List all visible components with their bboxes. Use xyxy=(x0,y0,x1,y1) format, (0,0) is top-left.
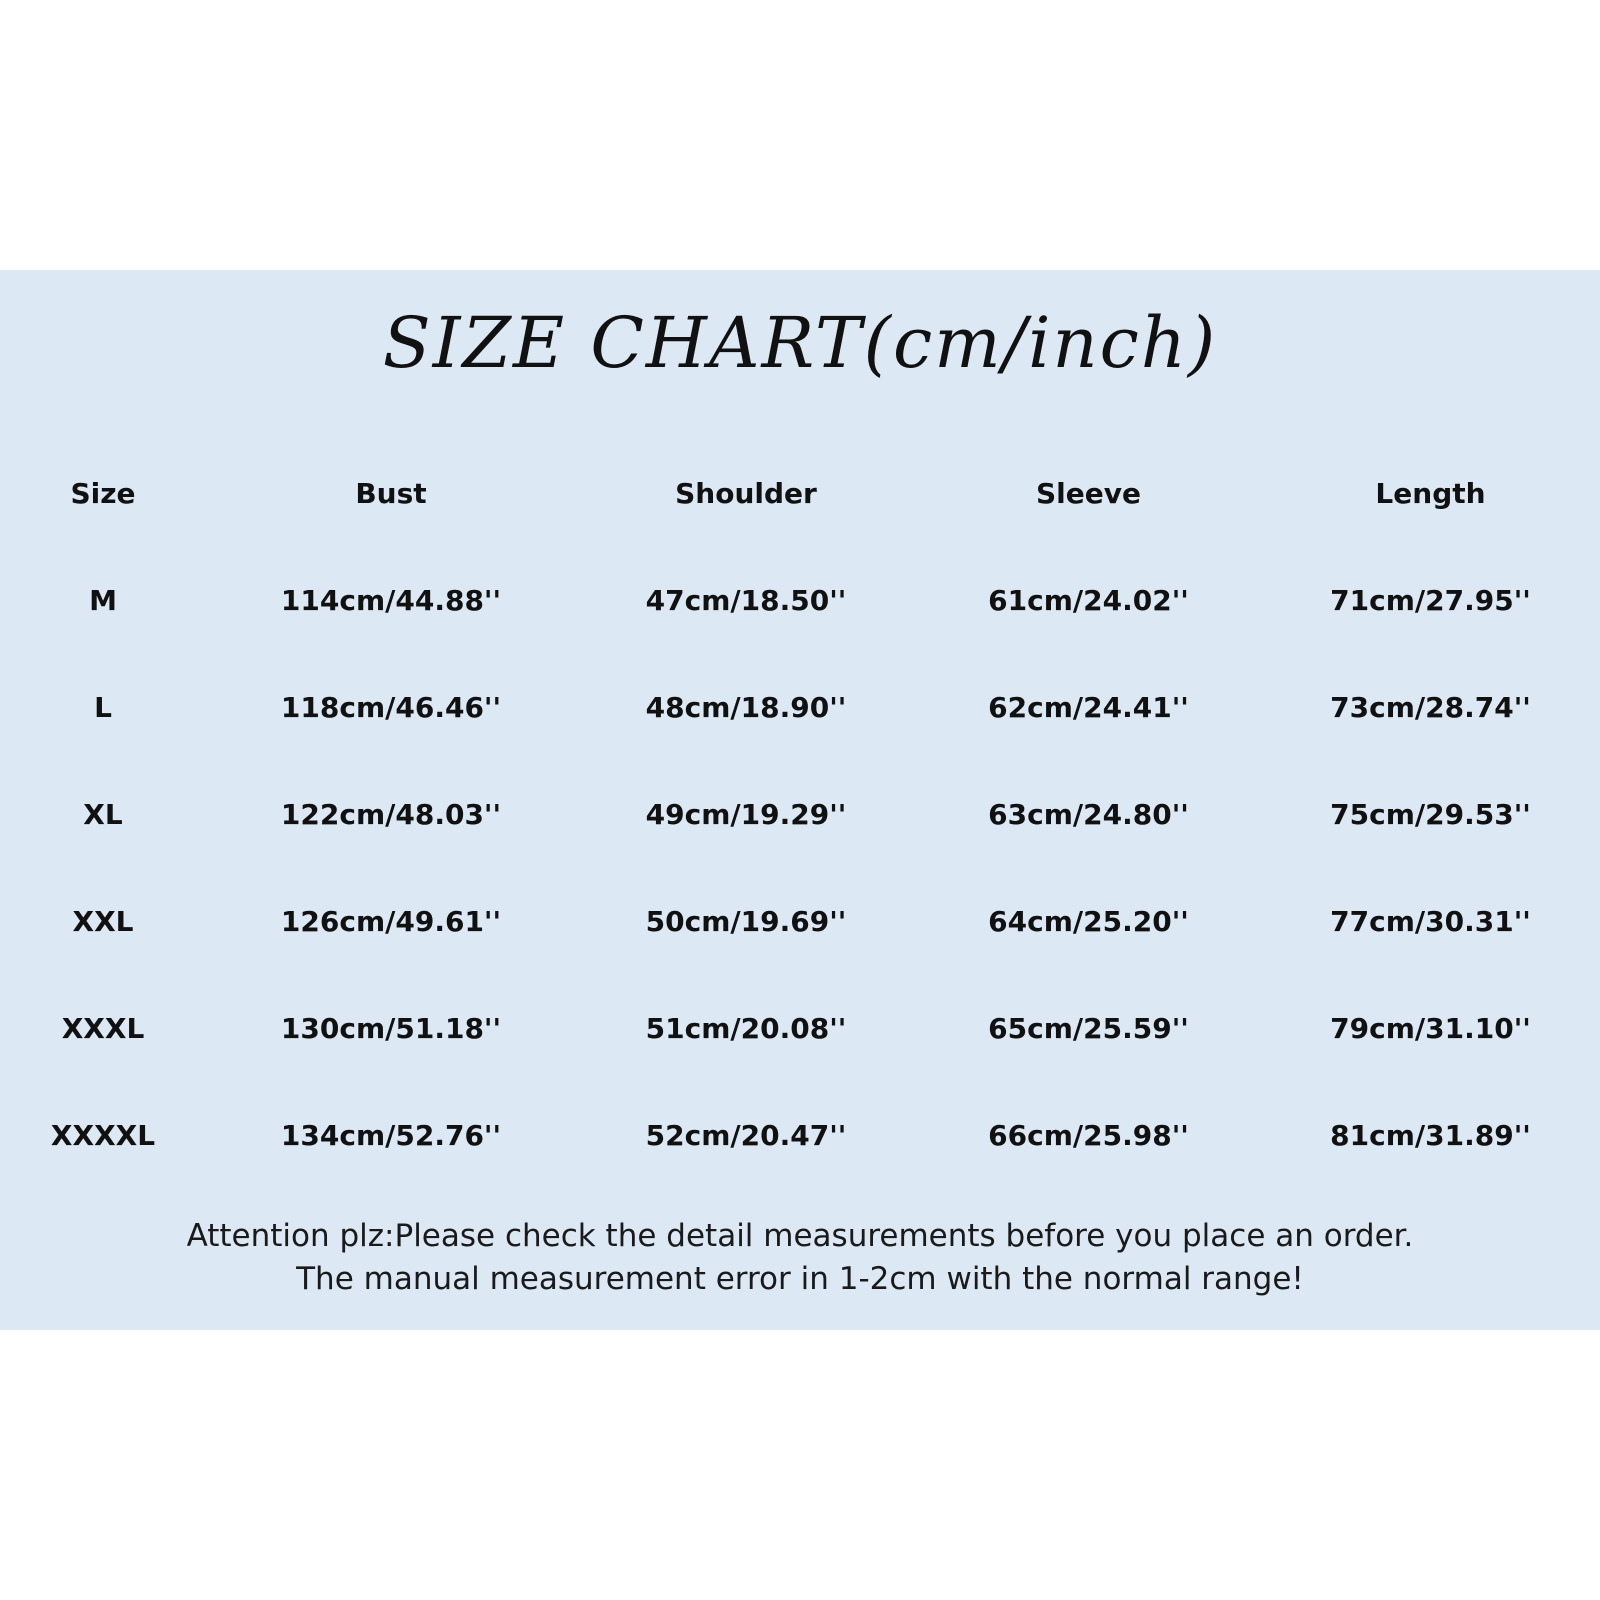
cell-shoulder: 50cm/19.69'' xyxy=(645,905,847,938)
cell-shoulder: 48cm/18.90'' xyxy=(645,691,847,724)
table-row xyxy=(0,868,1600,975)
header-length: Length xyxy=(1375,477,1486,510)
size-chart-title: SIZE CHART(cm/inch) xyxy=(382,302,1218,384)
measurement-error-note: The manual measurement error in 1-2cm with the normal range! xyxy=(296,1261,1304,1297)
cell-shoulder: 52cm/20.47'' xyxy=(645,1119,847,1152)
cell-bust: 126cm/49.61'' xyxy=(280,905,502,938)
cell-size: XXL xyxy=(72,905,134,938)
cell-length: 77cm/30.31'' xyxy=(1330,905,1531,938)
header-bust: Bust xyxy=(355,477,427,510)
table-row xyxy=(0,1082,1600,1189)
table-row xyxy=(0,547,1600,654)
cell-sleeve: 64cm/25.20'' xyxy=(988,905,1189,938)
table-header-row xyxy=(0,440,1600,547)
cell-bust: 130cm/51.18'' xyxy=(280,1012,502,1045)
cell-size: XXXXL xyxy=(50,1119,156,1152)
cell-bust: 114cm/44.88'' xyxy=(280,584,502,617)
cell-size: L xyxy=(94,691,112,724)
table-row xyxy=(0,975,1600,1082)
cell-sleeve: 61cm/24.02'' xyxy=(988,584,1189,617)
cell-sleeve: 66cm/25.98'' xyxy=(988,1119,1189,1152)
cell-length: 79cm/31.10'' xyxy=(1330,1012,1531,1045)
table-row xyxy=(0,654,1600,761)
cell-size: XL xyxy=(83,798,123,831)
header-sleeve: Sleeve xyxy=(1036,477,1141,510)
cell-sleeve: 65cm/25.59'' xyxy=(988,1012,1189,1045)
header-shoulder: Shoulder xyxy=(675,477,817,510)
size-table xyxy=(0,440,1600,1189)
attention-note: Attention plz:Please check the detail measurements before you place an order. xyxy=(186,1218,1414,1254)
cell-length: 81cm/31.89'' xyxy=(1330,1119,1531,1152)
cell-sleeve: 63cm/24.80'' xyxy=(988,798,1189,831)
cell-bust: 134cm/52.76'' xyxy=(280,1119,502,1152)
cell-size: XXXL xyxy=(61,1012,145,1045)
table-row xyxy=(0,761,1600,868)
cell-size: M xyxy=(89,584,117,617)
header-size: Size xyxy=(70,477,136,510)
cell-length: 75cm/29.53'' xyxy=(1330,798,1531,831)
cell-sleeve: 62cm/24.41'' xyxy=(988,691,1189,724)
cell-shoulder: 47cm/18.50'' xyxy=(645,584,847,617)
cell-length: 71cm/27.95'' xyxy=(1330,584,1531,617)
cell-shoulder: 49cm/19.29'' xyxy=(645,798,847,831)
cell-shoulder: 51cm/20.08'' xyxy=(645,1012,847,1045)
cell-length: 73cm/28.74'' xyxy=(1330,691,1531,724)
cell-bust: 122cm/48.03'' xyxy=(280,798,502,831)
cell-bust: 118cm/46.46'' xyxy=(280,691,502,724)
